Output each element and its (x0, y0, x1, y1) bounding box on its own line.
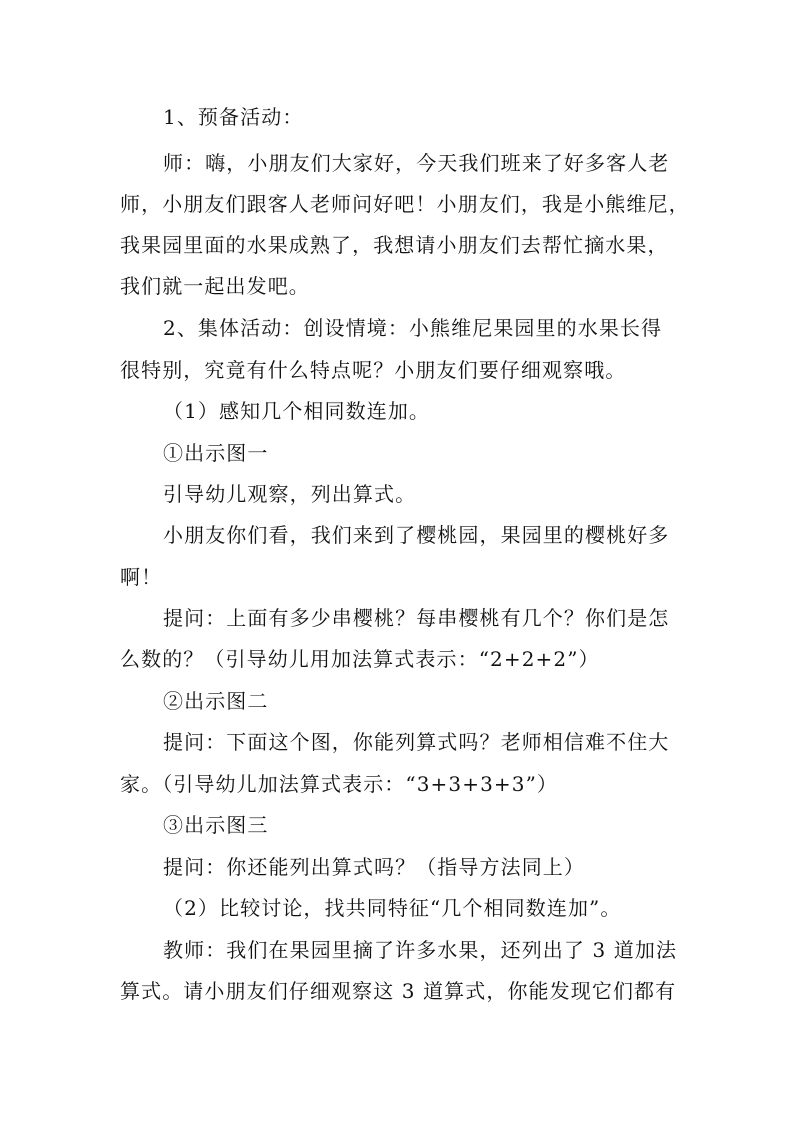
paragraph-line: 提问：你还能列出算式吗？（指导方法同上） (163, 855, 585, 879)
heading-preparation-activity: 1、预备活动： (163, 105, 304, 129)
paragraph-line: 我们就一起出发吧。 (120, 274, 310, 298)
paragraph-line: 提问：上面有多少串樱桃？每串樱桃有几个？你们是怎 (163, 606, 670, 630)
paragraph-line: 师，小朋友们跟客人老师问好吧！小朋友们，我是小熊维尼， (120, 192, 690, 216)
paragraph-line: 算式。请小朋友们仔细观察这 3 道算式，你能发现它们都有 (120, 979, 677, 1003)
subheading-compare: （2）比较讨论，找共同特征“几个相同数连加”。 (163, 896, 622, 920)
paragraph-line: 引导幼儿观察，列出算式。 (163, 482, 417, 506)
paragraph-line: 么数的？（引导幼儿用加法算式表示：“2+2+2”） (120, 647, 600, 671)
paragraph-line: 小朋友你们看，我们来到了樱桃园，果园里的樱桃好多 (163, 523, 670, 547)
subheading-perceive: （1）感知几个相同数连加。 (163, 399, 431, 423)
heading-group-activity: 2、集体活动：创设情境：小熊维尼果园里的水果长得 (163, 316, 663, 340)
paragraph-line: 家。（引导幼儿加法算式表示：“3+3+3+3”） (120, 772, 559, 796)
paragraph-line: 我果园里面的水果成熟了，我想请小朋友们去帮忙摘水果， (120, 233, 669, 257)
paragraph-line: 教师：我们在果园里摘了许多水果，还列出了 3 道加法 (163, 938, 678, 962)
step-figure-one: ①出示图一 (163, 441, 269, 465)
paragraph-line: 啊！ (120, 565, 163, 589)
paragraph-line: 很特别，究竟有什么特点呢？小朋友们要仔细观察哦。 (120, 358, 627, 382)
step-figure-two: ②出示图二 (163, 689, 269, 713)
paragraph-line: 师：嗨，小朋友们大家好，今天我们班来了好多客人老 (163, 151, 670, 175)
step-figure-three: ③出示图三 (163, 813, 269, 837)
paragraph-line: 提问：下面这个图，你能列算式吗？老师相信难不住大 (163, 730, 670, 754)
